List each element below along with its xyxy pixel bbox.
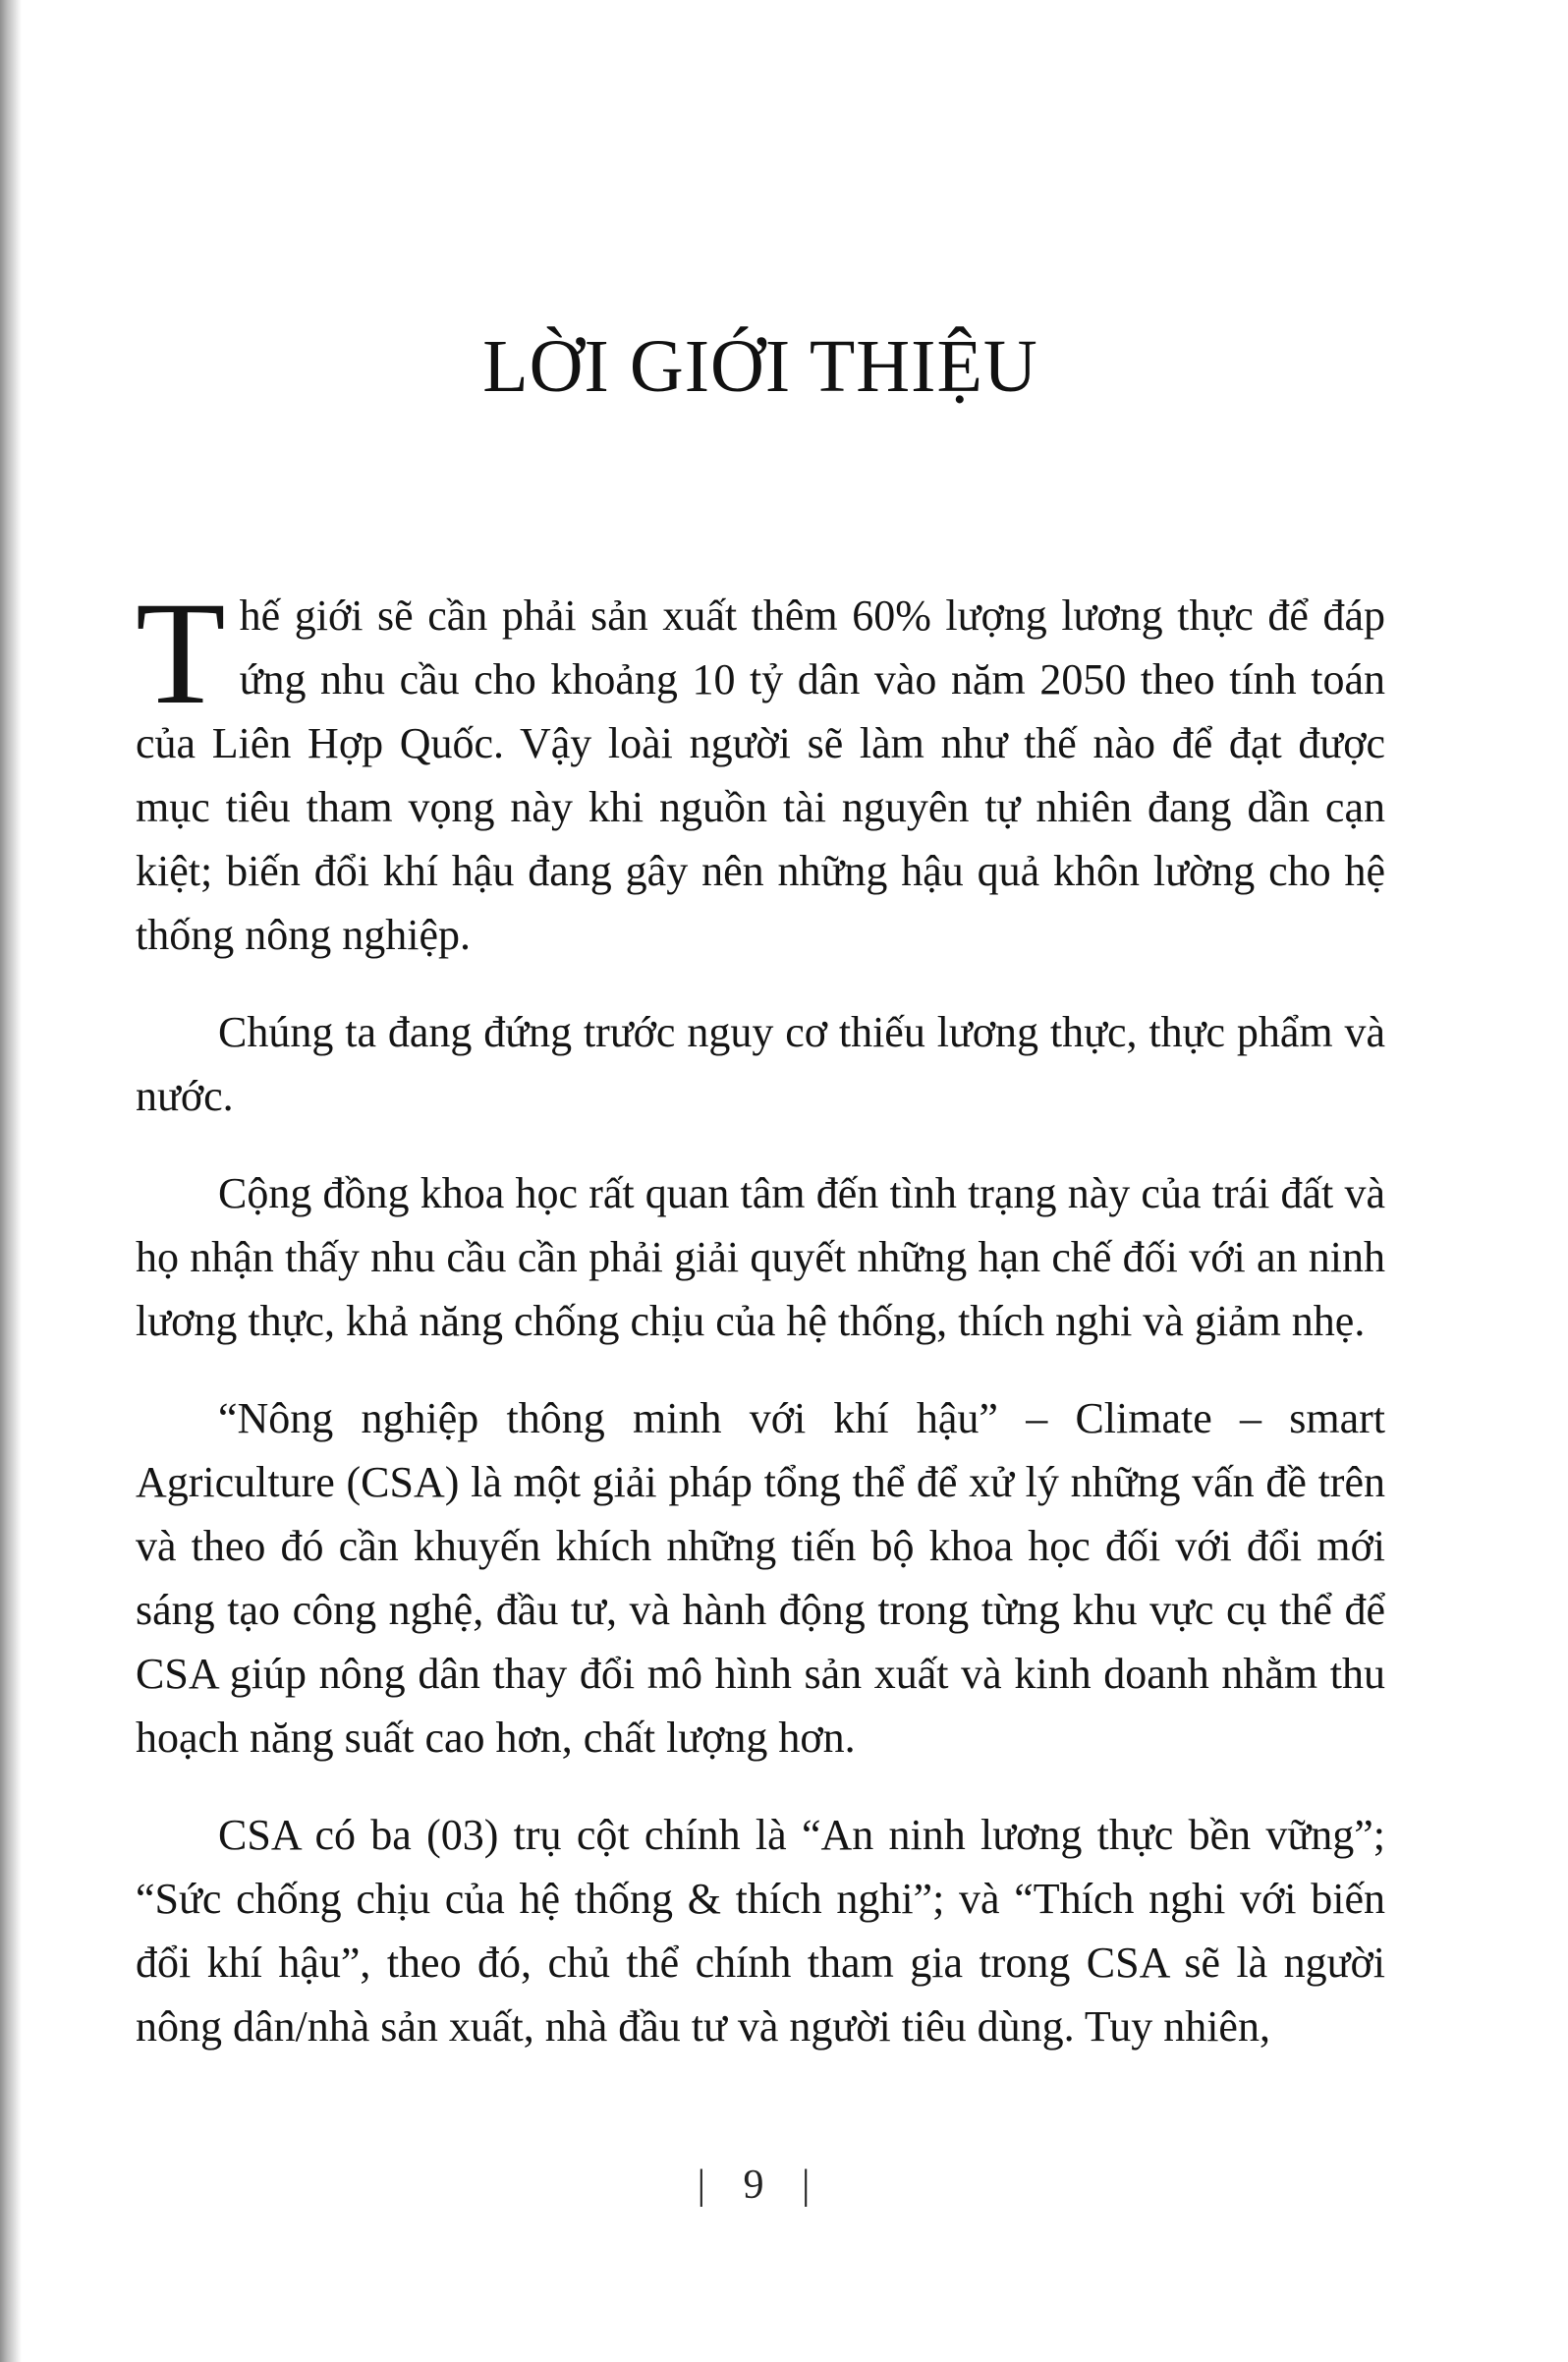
paragraph-3: Cộng đồng khoa học rất quan tâm đến tình trạng này của trái đất và họ nhận thấy nhu cầu cần phải giải quyết những hạn chế đối với an ninh lương thực, khả năng chống chịu của hệ thống, thích nghi và giảm nhẹ. [136, 1169, 1385, 1345]
paragraph-5: CSA có ba (03) trụ cột chính là “An ninh lương thực bền vững”; “Sức chống chịu của hệ thống & thích nghi”; và “Thích nghi với biến đổi khí hậu”, theo đó, chủ thể chính tham gia trong CSA sẽ là người nông dân/nhà sản xuất, nhà đầu tư và người tiêu dùng. Tuy nhiên, [136, 1811, 1385, 2051]
paragraph-4: “Nông nghiệp thông minh với khí hậu” – Climate – smart Agriculture (CSA) là một giải pháp tổng thể để xử lý những vấn đề trên và theo đó cần khuyến khích những tiến bộ khoa học đối với đổi mới sáng tạo công nghệ, đầu tư, và hành động trong từng khu vực cụ thể để CSA giúp nông dân thay đổi mô hình sản xuất và kinh doanh nhằm thu hoạch năng suất cao hơn, chất lượng hơn. [136, 1394, 1385, 1762]
body-text [136, 572, 1385, 2092]
page-number: | 9 | [697, 2163, 824, 2208]
drop-cap: T [136, 572, 226, 735]
book-page [136, 0, 1385, 2362]
paragraph-1-text: hế giới sẽ cần phải sản xuất thêm 60% lượng lương thực để đáp ứng nhu cầu cho khoảng 10 tỷ dân vào năm 2050 theo tính toán của Liên Hợp Quốc. Vậy loài người sẽ làm như thế nào để đạt được mục tiêu tham vọng này khi nguồn tài nguyên tự nhiên đang dần cạn kiệt; biến đổi khí hậu đang gây nên những hậu quả khôn lường cho hệ thống nông nghiệp. [136, 591, 1385, 959]
paragraph-1 [136, 572, 1385, 967]
paragraph-2: Chúng ta đang đứng trước nguy cơ thiếu lương thực, thực phẩm và nước. [136, 1008, 1385, 1120]
chapter-title: LỜI GIỚI THIỆU [482, 325, 1038, 408]
book-spine-shadow [0, 0, 22, 2362]
